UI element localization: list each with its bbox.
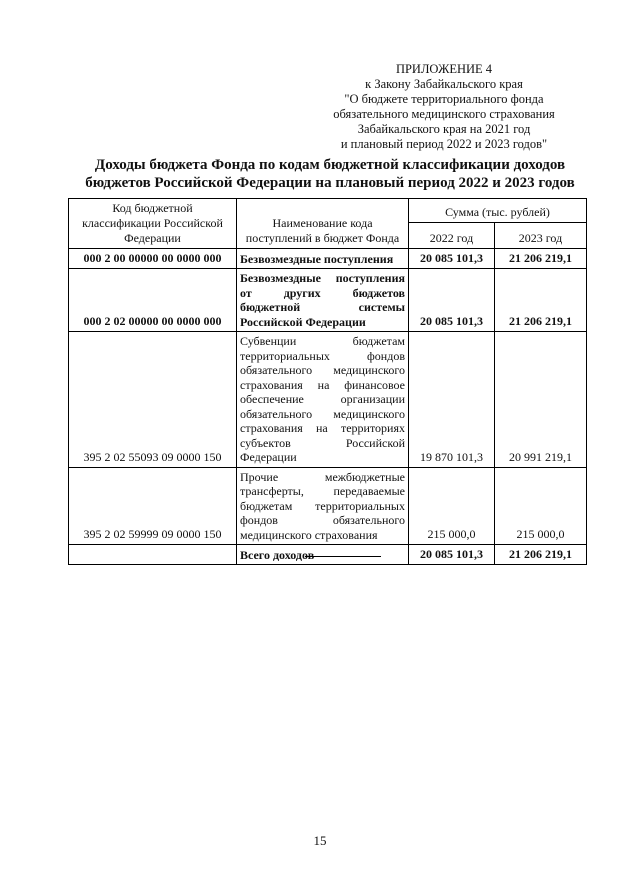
header-name: Наименование кода поступлений в бюджет Фонда — [237, 199, 409, 249]
appendix-law-title-2: обязательного медицинского страхования — [333, 107, 555, 121]
row-code: 000 2 02 00000 00 0000 000 — [69, 269, 237, 332]
appendix-header — [304, 62, 584, 152]
appendix-number: ПРИЛОЖЕНИЕ 4 — [395, 62, 493, 76]
row-value-2023: 21 206 219,1 — [495, 249, 587, 269]
table-row — [69, 269, 587, 332]
total-value-2022: 20 085 101,3 — [409, 545, 495, 565]
title-line-1: Доходы бюджета Фонда по кодам бюджетной классификации доходов — [94, 157, 566, 173]
total-row — [69, 545, 587, 565]
total-code — [69, 545, 237, 565]
total-label: Всего доходов — [237, 545, 409, 565]
appendix-law-title-3: Забайкальского края на 2021 год — [357, 122, 531, 136]
header-code: Код бюджетной классификации Российской Федерации — [69, 199, 237, 249]
total-value-2023: 21 206 219,1 — [495, 545, 587, 565]
page-number: 15 — [313, 833, 327, 848]
table-row — [69, 249, 587, 269]
row-value-2022: 215 000,0 — [409, 467, 495, 545]
header-year-2023: 2023 год — [495, 222, 587, 248]
row-value-2022: 20 085 101,3 — [409, 269, 495, 332]
row-name: Безвозмездные поступления от других бюджетов бюджетной системы Российской Федерации — [237, 269, 409, 332]
income-table — [68, 198, 587, 565]
row-name: Субвенции бюджетам территориальных фондов обязательного медицинского страхования на финансовое обеспечение организации обязательного медицинского страхования на территориях субъектов Российской Федерации — [237, 332, 409, 468]
header-year-2022: 2022 год — [409, 222, 495, 248]
row-value-2023: 215 000,0 — [495, 467, 587, 545]
appendix-law-title-4: и плановый период 2022 и 2023 годов" — [340, 137, 548, 151]
row-value-2022: 20 085 101,3 — [409, 249, 495, 269]
header-sum: Сумма (тыс. рублей) — [409, 199, 587, 223]
row-code: 395 2 02 59999 09 0000 150 — [69, 467, 237, 545]
row-code: 000 2 00 00000 00 0000 000 — [69, 249, 237, 269]
table-row — [69, 467, 587, 545]
appendix-law-title-1: "О бюджете территориального фонда — [344, 92, 544, 106]
divider-line — [305, 556, 381, 557]
table-row — [69, 332, 587, 468]
row-value-2022: 19 870 101,3 — [409, 332, 495, 468]
row-code: 395 2 02 55093 09 0000 150 — [69, 332, 237, 468]
row-value-2023: 20 991 219,1 — [495, 332, 587, 468]
row-name: Безвозмездные поступления — [237, 249, 409, 269]
row-value-2023: 21 206 219,1 — [495, 269, 587, 332]
appendix-law-ref: к Закону Забайкальского края — [365, 77, 523, 91]
document-title — [70, 156, 590, 192]
row-name: Прочие межбюджетные трансферты, передаваемые бюджетам территориальных фондов обязательного медицинского страхования — [237, 467, 409, 545]
title-line-2: бюджетов Российской Федерации на плановый период 2022 и 2023 годов — [85, 175, 575, 191]
